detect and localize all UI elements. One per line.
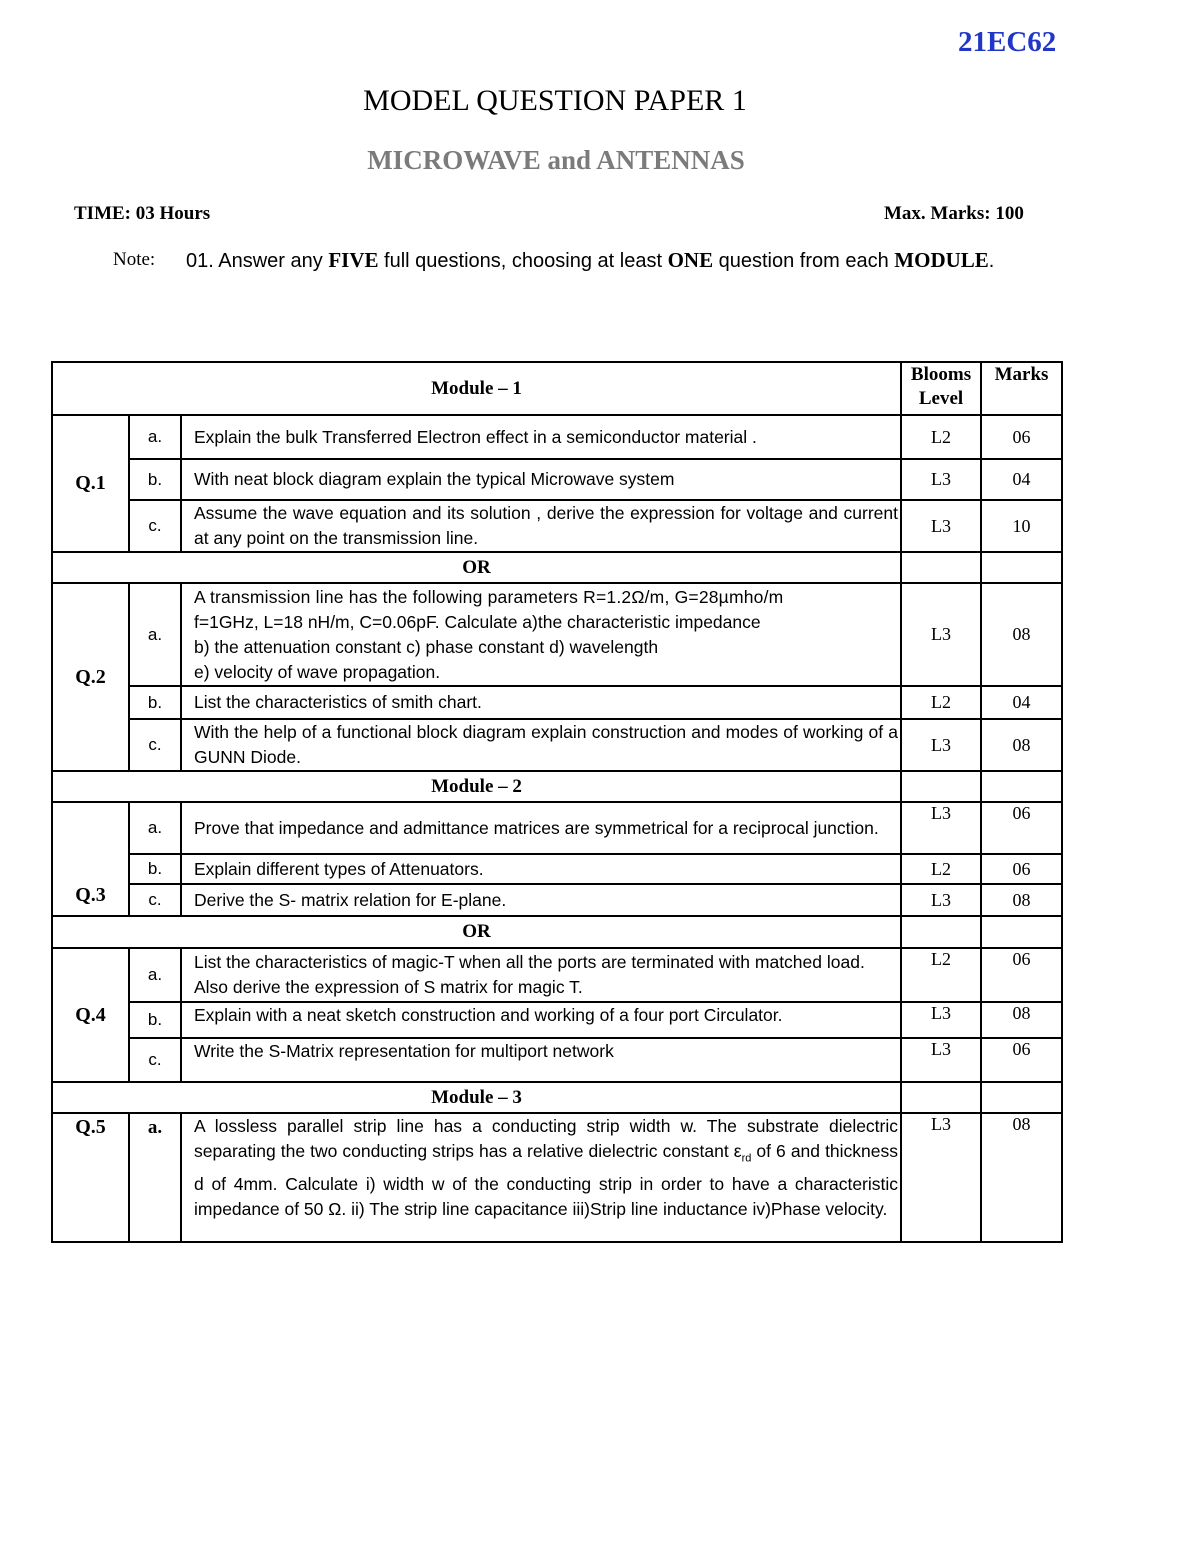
part-label: c. — [129, 719, 181, 771]
question-number: Q.1 — [52, 415, 129, 552]
table-row — [52, 583, 1062, 686]
table-row — [52, 719, 1062, 771]
marks: 06 — [981, 854, 1062, 884]
note-label: Note: — [113, 249, 156, 270]
part-label: b. — [129, 459, 181, 500]
module-heading: Module – 3 — [52, 1082, 901, 1113]
part-label: a. — [129, 948, 181, 1002]
blooms-level: L3 — [901, 802, 981, 854]
part-label: b. — [129, 854, 181, 884]
blooms-level: L3 — [901, 884, 981, 916]
module-row — [52, 771, 1062, 802]
part-label: c. — [129, 884, 181, 916]
question-text: With neat block diagram explain the typical Microwave system — [181, 459, 901, 500]
question-text: List the characteristics of magic-T when all the ports are terminated with matched load. Also derive the expression of S matrix for magic T. — [181, 948, 901, 1002]
question-text: List the characteristics of smith chart. — [181, 686, 901, 719]
or-row — [52, 552, 1062, 583]
question-number: Q.3 — [52, 802, 129, 916]
marks: 06 — [981, 1038, 1062, 1082]
table-row — [52, 686, 1062, 719]
question-number: Q.2 — [52, 583, 129, 771]
exam-time: TIME: 03 Hours — [74, 203, 211, 224]
table-row — [52, 948, 1062, 1002]
table-row — [52, 415, 1062, 459]
question-number: Q.4 — [52, 948, 129, 1082]
marks: 10 — [981, 500, 1062, 552]
course-code: 21EC62 — [958, 26, 1057, 58]
question-text: Prove that impedance and admittance matrices are symmetrical for a reciprocal junction. — [181, 802, 901, 854]
module-header-row — [52, 362, 1062, 415]
module-row — [52, 1082, 1062, 1113]
question-text: Explain the bulk Transferred Electron effect in a semiconductor material . — [181, 415, 901, 459]
note-text: 01. Answer any FIVE full questions, choosing at least ONE question from each MODULE. — [186, 248, 995, 272]
max-marks: Max. Marks: 100 — [884, 203, 1024, 224]
marks: 06 — [981, 948, 1062, 1002]
blooms-level: L3 — [901, 459, 981, 500]
blooms-level: L3 — [901, 719, 981, 771]
blooms-level: L2 — [901, 854, 981, 884]
marks-header: Marks — [981, 362, 1062, 415]
part-label: a. — [129, 1113, 181, 1242]
table-row — [52, 1038, 1062, 1082]
marks: 08 — [981, 1002, 1062, 1038]
blooms-level: L3 — [901, 1002, 981, 1038]
paper-subtitle: MICROWAVE and ANTENNAS — [367, 145, 745, 175]
marks: 08 — [981, 884, 1062, 916]
blooms-level: L2 — [901, 948, 981, 1002]
question-text: Explain different types of Attenuators. — [181, 854, 901, 884]
question-number: Q.5 — [52, 1113, 129, 1242]
part-label: b. — [129, 686, 181, 719]
part-label: a. — [129, 415, 181, 459]
marks: 06 — [981, 415, 1062, 459]
part-label: c. — [129, 1038, 181, 1082]
question-text: A transmission line has the following parameters R=1.2Ω/m, G=28µmho/m f=1GHz, L=18 nH/m, C=0.06pF. Calculate a)the characteristic impedance b) the attenuation constant c) phase constant d) wavelength e) velocity of wave propagation. — [181, 583, 901, 686]
marks: 08 — [981, 583, 1062, 686]
marks: 04 — [981, 686, 1062, 719]
question-text: Assume the wave equation and its solution , derive the expression for voltage and current at any point on the transmission line. — [181, 500, 901, 552]
question-text: With the help of a functional block diagram explain construction and modes of working of a GUNN Diode. — [181, 719, 901, 771]
or-divider: OR — [52, 916, 901, 948]
question-text: Explain with a neat sketch construction and working of a four port Circulator. — [181, 1002, 901, 1038]
paper-title: MODEL QUESTION PAPER 1 — [363, 84, 747, 117]
blooms-level: L3 — [901, 1038, 981, 1082]
table-row — [52, 500, 1062, 552]
table-row — [52, 1113, 1062, 1242]
table-row — [52, 854, 1062, 884]
marks: 04 — [981, 459, 1062, 500]
marks: 06 — [981, 802, 1062, 854]
module-heading: Module – 1 — [52, 362, 901, 415]
marks: 08 — [981, 1113, 1062, 1242]
blooms-level: L3 — [901, 583, 981, 686]
or-divider: OR — [52, 552, 901, 583]
question-text: A lossless parallel strip line has a conducting strip width w. The substrate dielectric separating the two conducting strips has a relative dielectric constant $\varepsilon_{rd}$ of 6 and thickness d of 4mm. Calculate i) width w of the conducting strip in order to have a characteristic impedance of 50 Ω. ii) The strip line capacitance iii)Strip line inductance iv)Phase velocity. — [181, 1113, 901, 1242]
question-table — [51, 361, 1063, 1243]
part-label: b. — [129, 1002, 181, 1038]
module-heading: Module – 2 — [52, 771, 901, 802]
blooms-level: L3 — [901, 1113, 981, 1242]
question-text: Derive the S- matrix relation for E-plane. — [181, 884, 901, 916]
table-row — [52, 802, 1062, 854]
blooms-level-header: Blooms Level — [901, 362, 981, 415]
part-label: a. — [129, 802, 181, 854]
part-label: a. — [129, 583, 181, 686]
part-label: c. — [129, 500, 181, 552]
table-row — [52, 1002, 1062, 1038]
table-row — [52, 459, 1062, 500]
blooms-level: L2 — [901, 686, 981, 719]
blooms-level: L2 — [901, 415, 981, 459]
question-text: Write the S-Matrix representation for multiport network — [181, 1038, 901, 1082]
table-row — [52, 884, 1062, 916]
blooms-level: L3 — [901, 500, 981, 552]
marks: 08 — [981, 719, 1062, 771]
or-row — [52, 916, 1062, 948]
